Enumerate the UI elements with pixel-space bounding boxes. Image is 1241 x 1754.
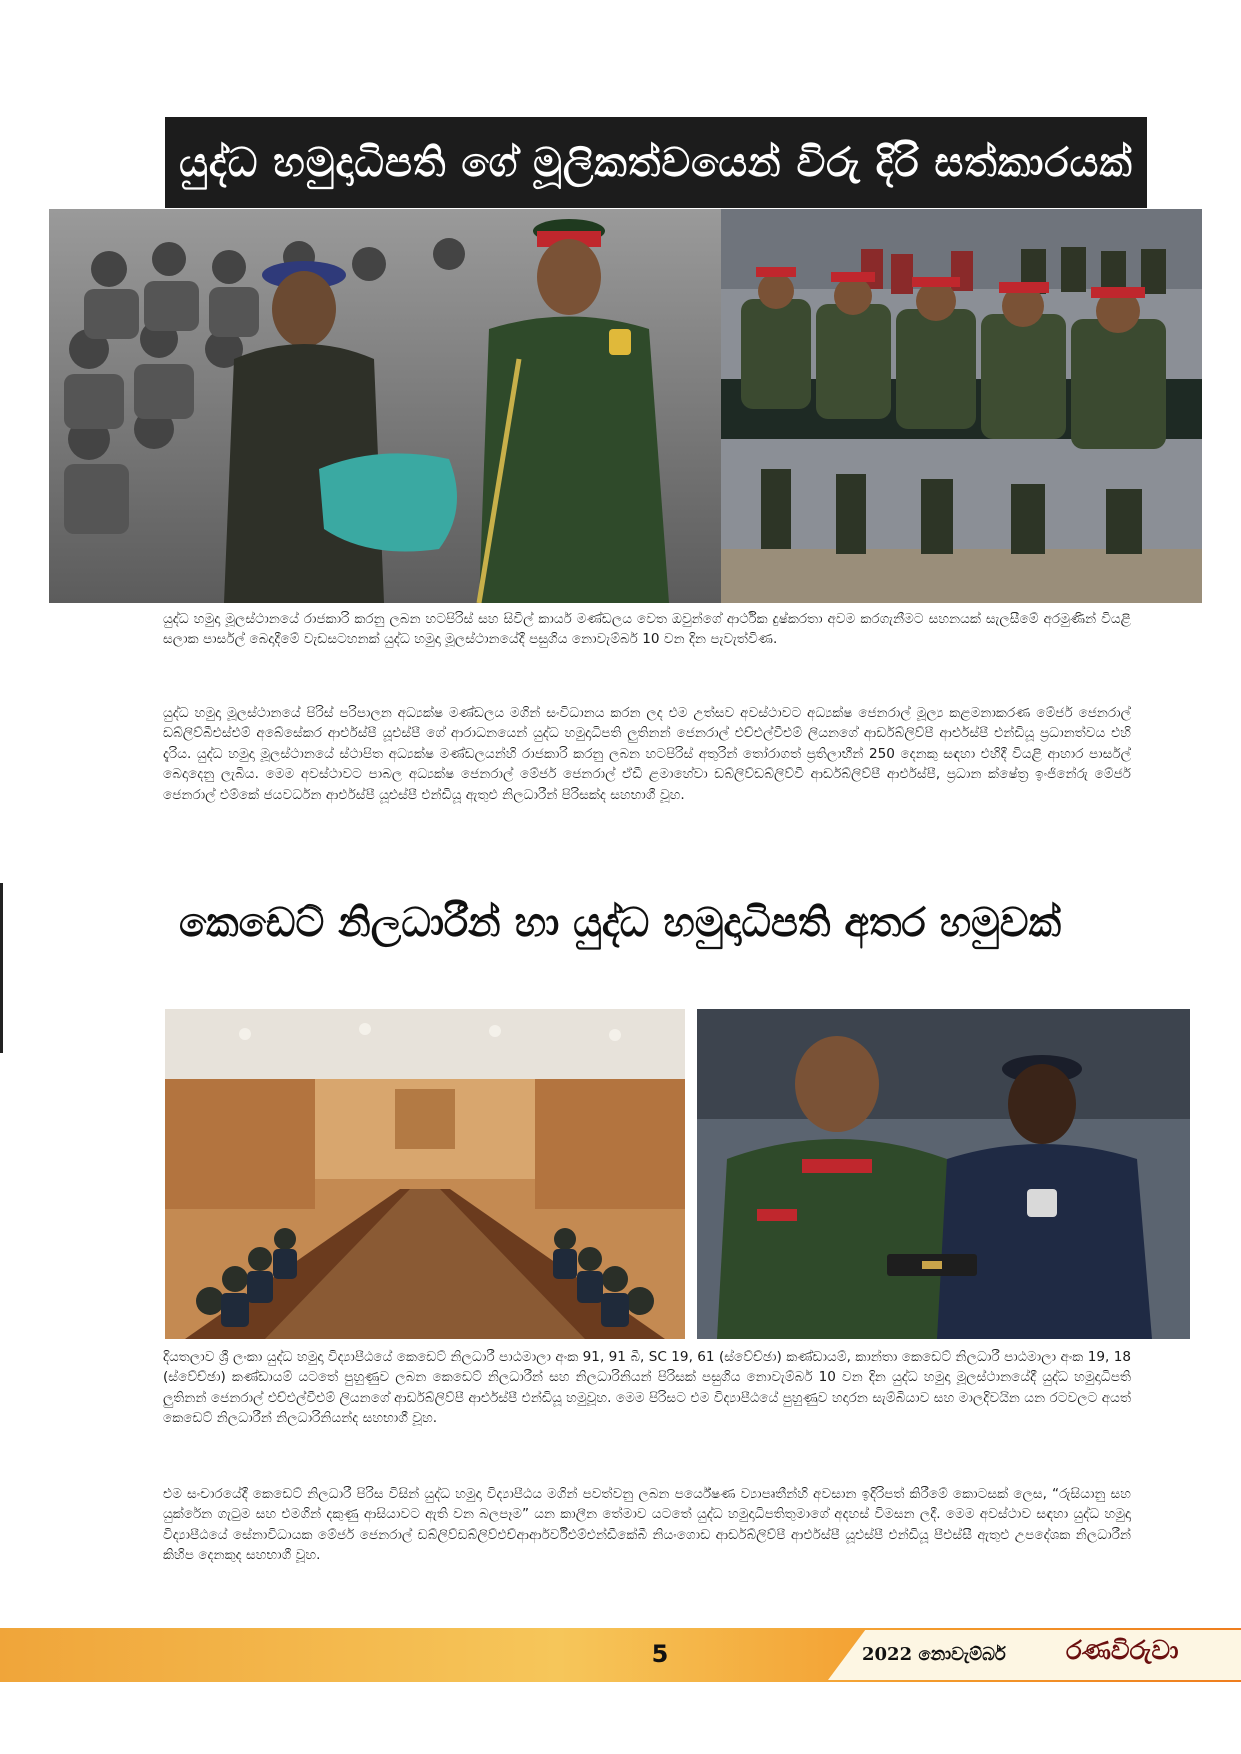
photo-seated-officers	[721, 209, 1202, 603]
magazine-brand: රණවිරුවා	[1066, 1636, 1179, 1666]
photo-conference-room	[165, 1009, 685, 1339]
photo-parcel-handover	[49, 209, 721, 603]
article1-title: යුද්ධ හමුදාධිපති ගේ මූලිකත්වයෙන් විරු දිරි සත්කාරයක්	[179, 139, 1133, 186]
page-number: 5	[651, 1640, 669, 1668]
article1-paragraph-1: යුද්ධ හමුදා මූලස්ථානයේ රාජකාරි කරනු ලබන හටපිරිස් සහ සිවිල් කාර්ය මණ්ඩලය වෙත ඔවුන්ගේ ආර්ථික දුෂ්කරතා අවම කරගැනීමට සහනයක් සැලසීමේ අරමුණින් වියළි සලාක පාර්සල් බෙදාදීමේ වැඩසටහනක් යුද්ධ හමුදා මූලස්ථානයේදී පසුගිය නොවැම්බර් 10 වන දින පැවැත්විණ.	[163, 611, 1131, 648]
article2-paragraph-2: එම සංචාරයේදී කෙඩෙට් නිලධාරී පිරිස විසින් යුද්ධ හමුදා විද්‍යාපීඨය මගින් පවත්වනු ලබන පර්යේෂණ ව්‍යාපෘතීන්හි අවසාන ඉදිරිපත් කිරීමේ කොටසක් ලෙස, “රුසියානු සහ යුක්රේන ගැටුම සහ එමගින් දකුණු ආසියාවට ඇති වන බලපෑම” යන කාලීන තේමාව යටතේ යුද්ධ හමුදාධිපතිතුමාගේ අදහස් විමසන ලදී. මෙම අවස්ථාව සඳහා යුද්ධ හමුදා විද්‍යාපීඨයේ සේනාවිධායක මේජර් ජෙනරාල් ඩබ්ලිව්ඩබ්ලිව්එච්ආර්ආර්වීඑම්එන්ඩීකේබී නියංගොඩ ආර්ඩබ්ලිව්පී ආර්එස්පී යූඑස්පී එන්ඩියූ පීඑස්සී ඇතුළු උපදේශක නිලධාරීන් කිහිප දෙනකුද සහභාගී වූහ.	[163, 1486, 1131, 1564]
article2-paragraph-1: දියතලාව ශ්‍රී ලංකා යුද්ධ හමුදා විද්‍යාපීඨයේ කෙඩෙට් නිලධාරී පාඨමාලා අංක 91, 91 බී, SC 19, 61 (ස්වේච්ඡා) කණ්ඩායම්, කාන්තා කෙඩෙට් නිලධාරී පාඨමාලා අංක 19, 18 (ස්වේච්ඡා) කණ්ඩායම් යටතේ පුහුණුව ලබන කෙඩෙට් නිලධාරීන් සහ නිලධාරිනියන් පිරිසක් පසුගිය නොවැම්බර් 10 වන දින යුද්ධ හමුදා මූලස්ථානයේදී යුද්ධ හමුදාධිපති ලුතිනන් ජෙනරාල් එච්එල්වීඑම් ලියනගේ ආර්ඩබ්ලිව්පී ආර්එස්පී එන්ඩියූ හමුවූහ. මෙම පිරිසට එම විද්‍යාපීඨයේ පුහුණුව හදාරන සැම්බියාව සහ මාලදිවයින යන රටවලට අයත් කෙඩෙට් නිලධාරීන් නිලධාරිනියන්ද සහභාගී වූහ.	[163, 1349, 1131, 1427]
article1-title-bar	[165, 117, 1147, 208]
article2-title: කෙඩෙට් නිලධාරීන් හා යුද්ධ හමුදාධිපති අතර හමුවක්	[178, 900, 1062, 946]
article1-paragraph-2: යුද්ධ හමුදා මූලස්ථානයේ පිරිස් පරිපාලන අධ්‍යක්ෂ මණ්ඩලය මගින් සංවිධානය කරන ලද එම උත්සව අවස්ථාවට අධ්‍යක්ෂ ජෙනරාල් මූල්‍ය කළමනාකරණ මේජර් ජෙනරාල් ඩබ්ලිව්බීඑස්එම් අබේසේකර ආර්එස්පී යූඑස්පී ගේ ආරාධනයෙන් යුද්ධ හමුදාධිපති ලුතිනන් ජෙනරාල් එච්එල්වීඑම් ලියනගේ ආර්ඩබ්ලිව්පී ආර්එස්පී එන්ඩියූ ප්‍රධානත්වය එහි දැරිය. යුද්ධ හමුදා මූලස්ථානයේ ස්ථාපිත අධ්‍යක්ෂ මණ්ඩලයන්හි රාජකාරි කරනු ලබන හටපිරිස් අතුරින් තෝරාගත් ප්‍රතිලාභීන් 250 දෙනකු සඳහා එහිදී වියළි ආහාර පාර්සල් බෙදාදෙනු ලැබිය. මෙම අවස්ථාවට පාබල අධ්‍යක්ෂ ජෙනරාල් මේජර් ජෙනරාල් ඒඩී ළමාහේවා ඩබ්ලිව්ඩබ්ලිව්වී ආර්ඩබ්ලිව්පී ආර්එස්පී, ප්‍රධාන ක්ෂේත්‍ර ඉංජිනේරු මේජර් ජෙනරාල් එම්කේ ජයවර්ධන ආර්එස්පී යූඑස්පී එන්ඩියූ ඇතුළු නිලධාරීන් පිරිසක්ද සහභාගී වූහ.	[163, 705, 1131, 803]
photo-chief-with-cadet	[697, 1009, 1190, 1339]
issue-date: 2022 නොවැම්බර්	[862, 1644, 1006, 1665]
page-edge-mark	[0, 883, 3, 1053]
